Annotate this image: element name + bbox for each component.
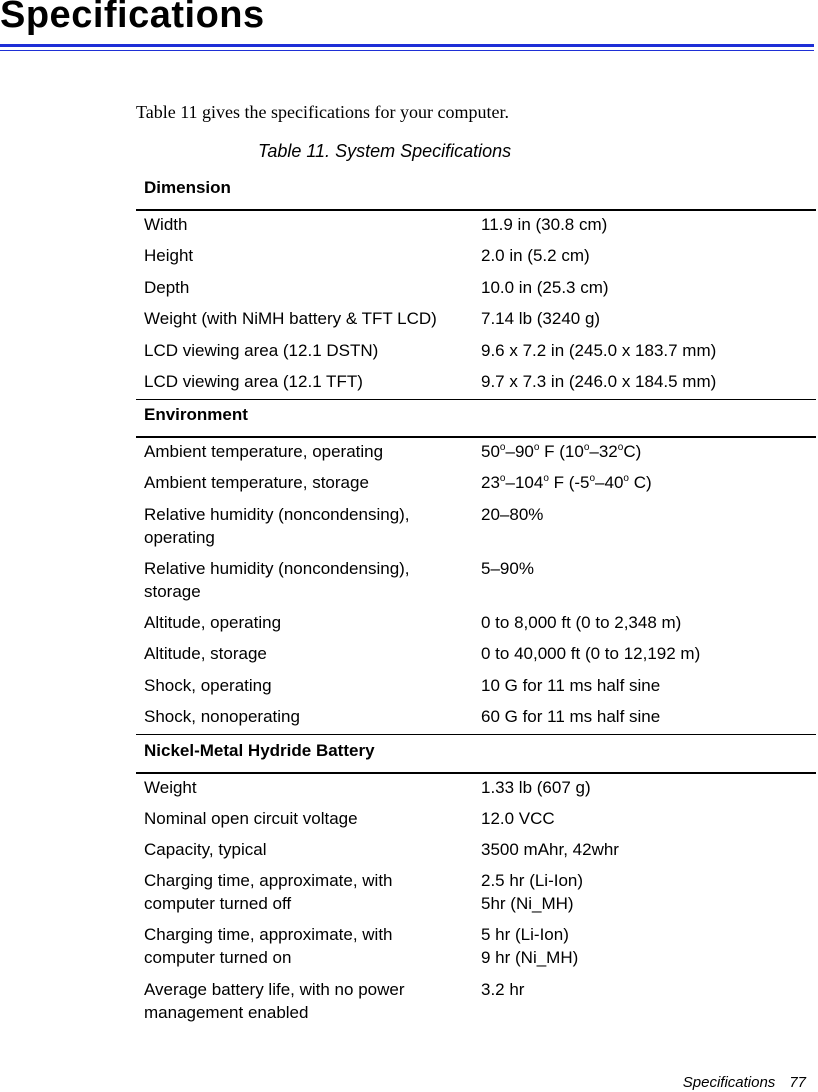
spec-value: 3500 mAhr, 42whr [481,840,619,859]
section-heading-battery: Nickel-Metal Hydride Battery [144,741,375,760]
footer-section-name: Specifications [682,1074,776,1091]
spec-value: 12.0 VCC [481,809,555,828]
spec-label: LCD viewing area (12.1 TFT) [144,372,363,391]
spec-label: LCD viewing area (12.1 DSTN) [144,341,379,360]
title-rule [0,44,814,47]
spec-label: Height [144,246,194,265]
spec-value: 5 hr (Li-Ion) 9 hr (Ni_MH) [481,925,579,967]
section-rule [136,399,816,400]
spec-label: Capacity, typical [144,840,267,859]
spec-label: Altitude, operating [144,613,282,632]
spec-value: 20–80% [481,505,544,524]
spec-value: 9.6 x 7.2 in (245.0 x 183.7 mm) [481,341,717,360]
section-heading-dimension: Dimension [144,178,231,197]
table-caption: Table 11. System Specifications [258,141,512,161]
section-rule [136,436,816,438]
spec-label: Charging time, approximate, with computer turned off [144,871,393,913]
spec-value: 60 G for 11 ms half sine [481,707,661,726]
spec-value: 11.9 in (30.8 cm) [481,215,608,234]
spec-label: Shock, operating [144,676,272,695]
spec-label: Weight [144,778,197,797]
spec-value: 10.0 in (25.3 cm) [481,278,609,297]
spec-value: 9.7 x 7.3 in (246.0 x 184.5 mm) [481,372,717,391]
spec-label: Relative humidity (noncondensing), storage [144,559,410,601]
spec-label: Nominal open circuit voltage [144,809,358,828]
spec-value: 5–90% [481,559,534,578]
spec-value: 3.2 hr [481,980,525,999]
spec-value-temperature: 23$^o$–104$^o$ F (-5$^o$–40$^o$ C) [481,473,652,492]
section-rule [136,772,816,774]
section-heading-environment: Environment [144,405,248,424]
title-rule-thin [0,50,814,51]
spec-label: Depth [144,278,190,297]
spec-label: Charging time, approximate, with computer turned on [144,925,393,967]
section-rule [136,734,816,735]
spec-value: 2.0 in (5.2 cm) [481,246,590,265]
spec-label: Width [144,215,188,234]
spec-label: Altitude, storage [144,644,267,663]
spec-value: 10 G for 11 ms half sine [481,676,661,695]
spec-label: Relative humidity (noncondensing), operating [144,505,410,547]
spec-label: Weight (with NiMH battery & TFT LCD) [144,309,437,328]
spec-value: 7.14 lb (3240 g) [481,309,601,328]
spec-value-temperature: 50$^o$–90$^o$ F (10$^o$–32$^o$C) [481,442,642,461]
spec-value: 0 to 8,000 ft (0 to 2,348 m) [481,613,682,632]
section-rule [136,209,816,211]
spec-value: 2.5 hr (Li-Ion) 5hr (Ni_MH) [481,871,584,913]
spec-label: Ambient temperature, storage [144,473,369,492]
spec-label: Average battery life, with no power management enabled [144,980,405,1022]
page-footer [683,1074,806,1091]
intro-paragraph: Table 11 gives the specifications for your computer. [136,102,509,122]
spec-value: 0 to 40,000 ft (0 to 12,192 m) [481,644,701,663]
spec-label: Ambient temperature, operating [144,442,384,461]
spec-value: 1.33 lb (607 g) [481,778,591,797]
page-title: Specifications [0,0,265,36]
spec-label: Shock, nonoperating [144,707,300,726]
page-number: 77 [789,1074,806,1091]
